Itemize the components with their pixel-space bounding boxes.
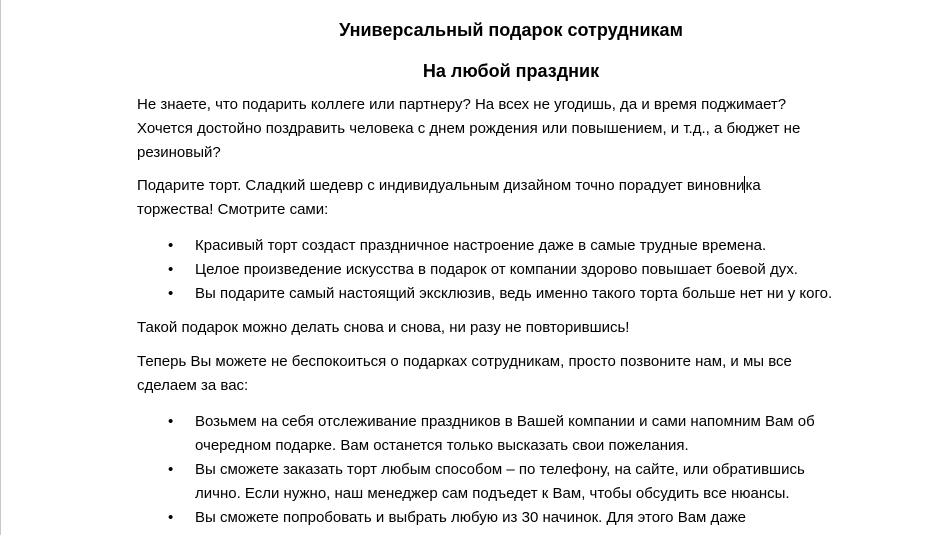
list-item (137, 458, 897, 506)
paragraph-intro-line-1: Не знаете, что подарить коллеге или партнеру? На всех не угодишь, да и время поджимает? (137, 96, 787, 113)
paragraph-service-line-1: Теперь Вы можете не беспокоиться о подарках сотрудникам, просто позвоните нам, и мы все (137, 353, 792, 370)
list-item (137, 258, 897, 282)
bullet-icon: • (168, 261, 174, 278)
list-item-line-2: лично. Если нужно, наш менеджер сам подъедет к Вам, чтобы обсудить все нюансы. (195, 485, 790, 502)
paragraph-offer-line-1a: Подарите торт. Сладкий шедевр с индивидуальным дизайном точно порадует виновни (137, 177, 745, 194)
bullet-icon: • (168, 413, 174, 430)
list-item (137, 282, 897, 306)
list-item-line-1: Возьмем на себя отслеживание праздников в Вашей компании и сами напомним Вам об (195, 413, 815, 430)
list-item (137, 410, 897, 458)
paragraph-offer-line-2: торжества! Смотрите сами: (137, 201, 329, 218)
paragraph-intro-line-3: резиновый? (137, 144, 221, 161)
document-title: Универсальный подарок сотрудникам (339, 20, 683, 40)
bullet-icon: • (168, 509, 174, 526)
list-item-text: Целое произведение искусства в подарок от компании здорово повышает боевой дух. (195, 261, 798, 278)
list-item (137, 506, 897, 530)
list-item-text: Вы подарите самый настоящий эксклюзив, ведь именно такого торта больше нет ни у кого. (195, 285, 833, 302)
list-item-line-1: Вы сможете заказать торт любым способом – по телефону, на сайте, или обратившись (195, 461, 805, 478)
list-item-line-2: очередном подарке. Вам останется только высказать свои пожелания. (195, 437, 689, 454)
bullet-icon: • (168, 285, 174, 302)
list-item (137, 234, 897, 258)
bullet-list-services (137, 410, 897, 530)
paragraph-intro (137, 93, 897, 165)
document-body[interactable] (137, 0, 897, 530)
bullet-icon: • (168, 237, 174, 254)
list-item-text: Красивый торт создаст праздничное настроение даже в самые трудные времена. (195, 237, 767, 254)
list-item-line-1: Вы сможете попробовать и выбрать любую из 30 начинок. Для этого Вам даже (195, 509, 746, 526)
bullet-list-benefits (137, 234, 897, 306)
paragraph-intro-line-2: Хочется достойно поздравить человека с днем рождения или повышением, и т.д., а бюджет не (137, 120, 801, 137)
paragraph-offer-line-1b: ка (745, 177, 761, 194)
paragraph-service (137, 350, 897, 398)
paragraph-offer (137, 174, 897, 222)
bullet-icon: • (168, 461, 174, 478)
paragraph-service-line-2: сделаем за вас: (137, 377, 249, 394)
document-subtitle: На любой праздник (422, 61, 600, 81)
paragraph-repeat: Такой подарок можно делать снова и снова, ни разу не повторившись! (137, 319, 630, 336)
